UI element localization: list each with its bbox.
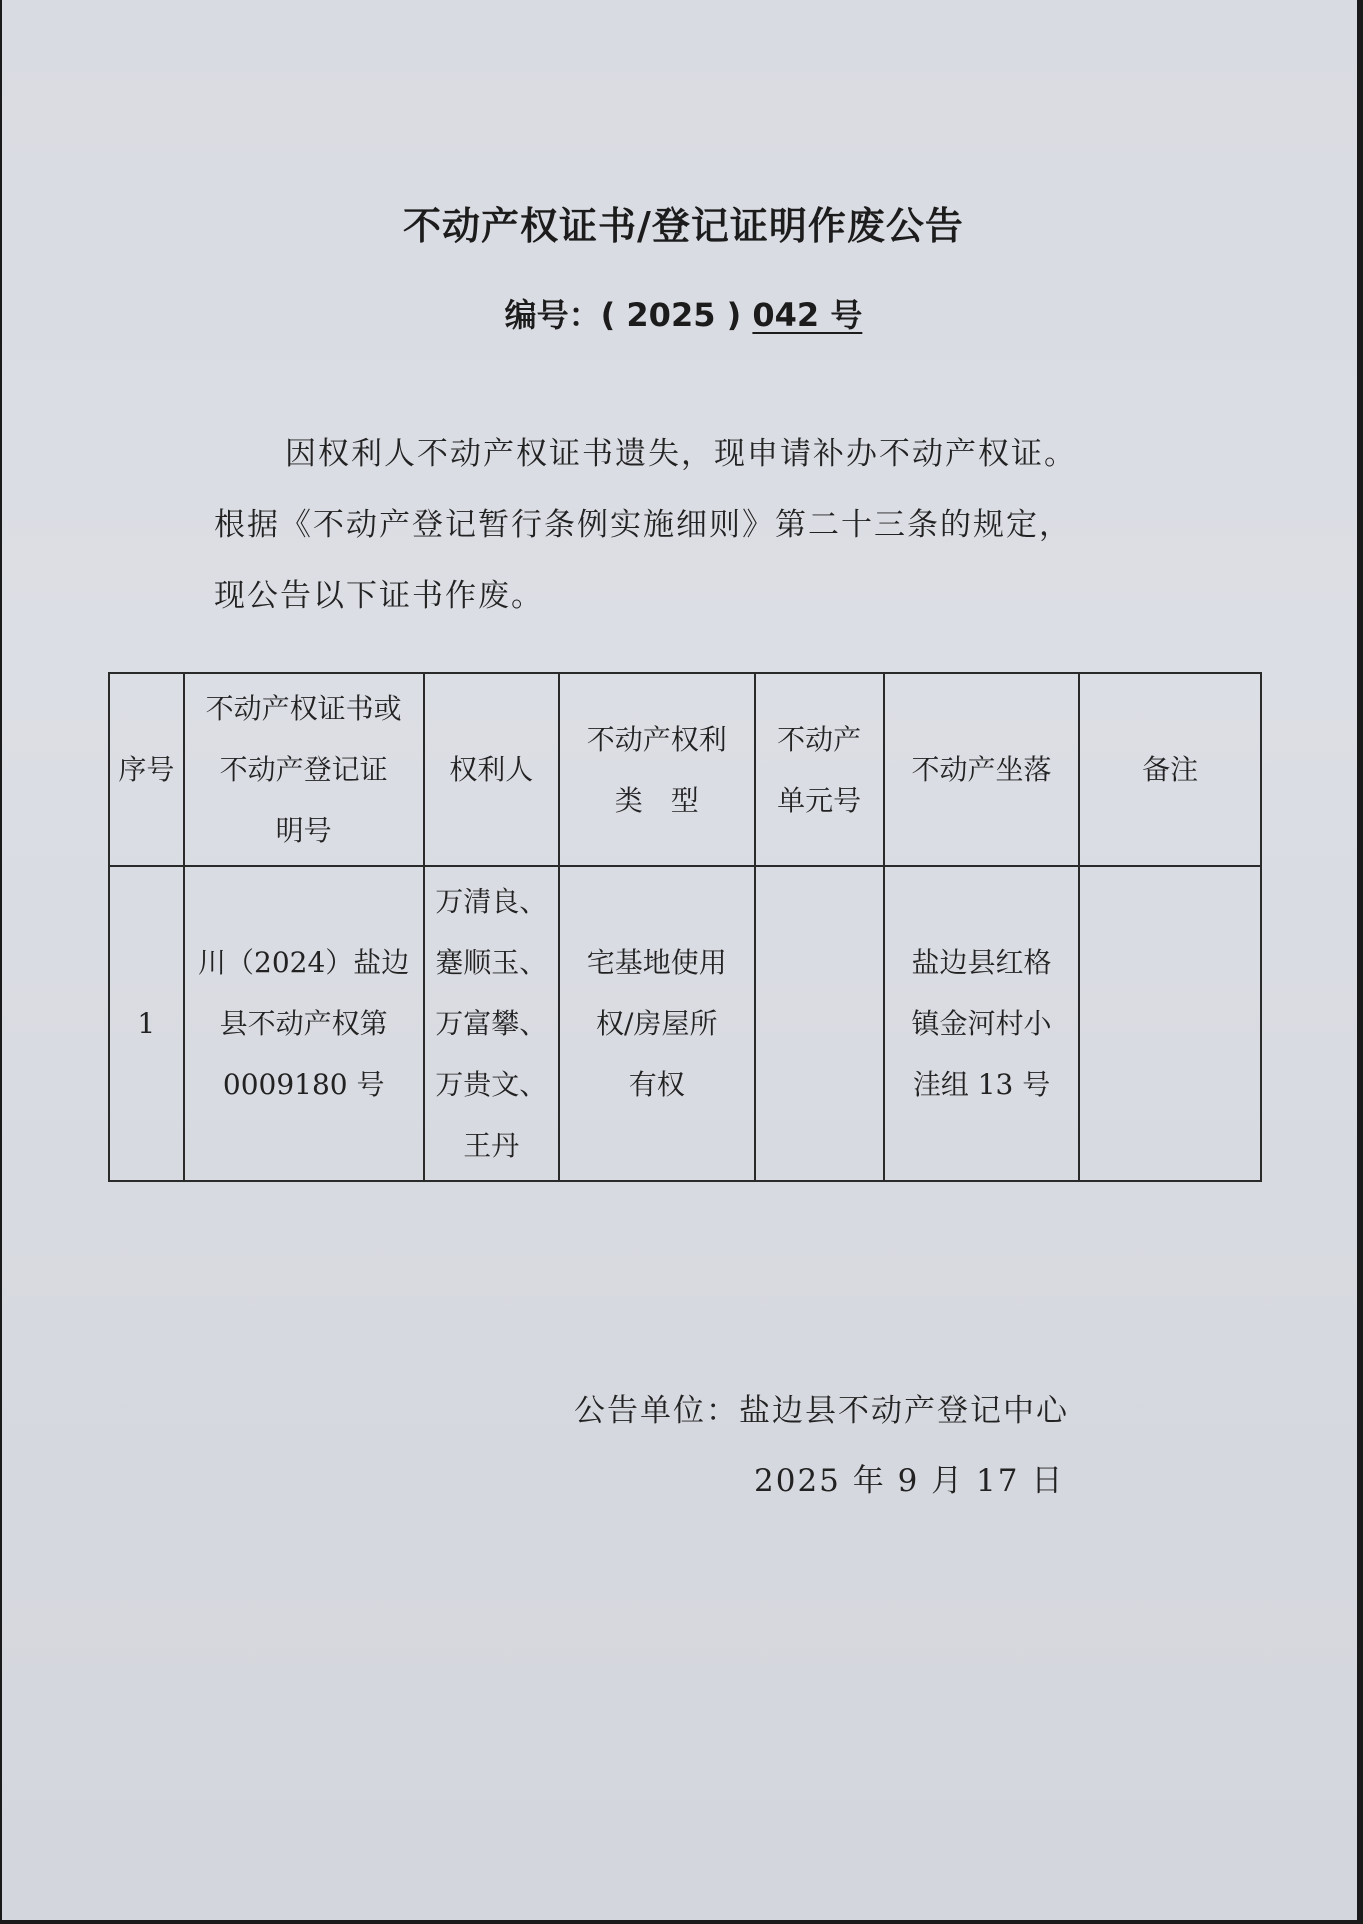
header-unit-no: 不动产 单元号 <box>755 673 884 866</box>
header-cert-no: 不动产权证书或 不动产登记证 明号 <box>184 673 424 866</box>
cell-right-type: 宅基地使用 权/房屋所 有权 <box>559 866 755 1181</box>
issue-date: 2025 年 9 月 17 日 <box>754 1463 1065 1499</box>
cell-location: 盐边县红格 镇金河村小 洼组 13 号 <box>884 866 1080 1181</box>
notice-number <box>2 290 1363 336</box>
notice-paragraph-3: 现公告以下证书作废。 <box>214 578 544 614</box>
header-right-type: 不动产权利 类 型 <box>559 673 755 866</box>
table-row <box>109 866 1261 1181</box>
issuing-unit: 公告单位：盐边县不动产登记中心 <box>574 1393 1069 1429</box>
notice-number-prefix: 编号：( 2025 ) <box>504 296 753 334</box>
notice-title: 不动产权证书/登记证明作废公告 <box>403 204 964 248</box>
void-certificate-table <box>108 672 1262 1182</box>
table-header-row <box>109 673 1261 866</box>
notice-paragraph-1: 因权利人不动产权证书遗失，现申请补办不动产权证。 <box>285 436 1077 472</box>
notice-paragraph-2: 根据《不动产登记暂行条例实施细则》第二十三条的规定， <box>214 507 1072 543</box>
cell-owners: 万清良、 蹇顺玉、 万富攀、 万贵文、 王丹 <box>424 866 559 1181</box>
header-seq: 序号 <box>109 673 184 866</box>
header-owners: 权利人 <box>424 673 559 866</box>
cell-cert-no: 川（2024）盐边 县不动产权第 0009180 号 <box>184 866 424 1181</box>
notice-number-value: 042 号 <box>752 296 863 334</box>
cell-seq: 1 <box>109 866 184 1181</box>
header-location: 不动产坐落 <box>884 673 1080 866</box>
cell-remark <box>1079 866 1261 1181</box>
cell-unit-no <box>755 866 884 1181</box>
header-remark: 备注 <box>1079 673 1261 866</box>
document-page <box>2 0 1357 1920</box>
